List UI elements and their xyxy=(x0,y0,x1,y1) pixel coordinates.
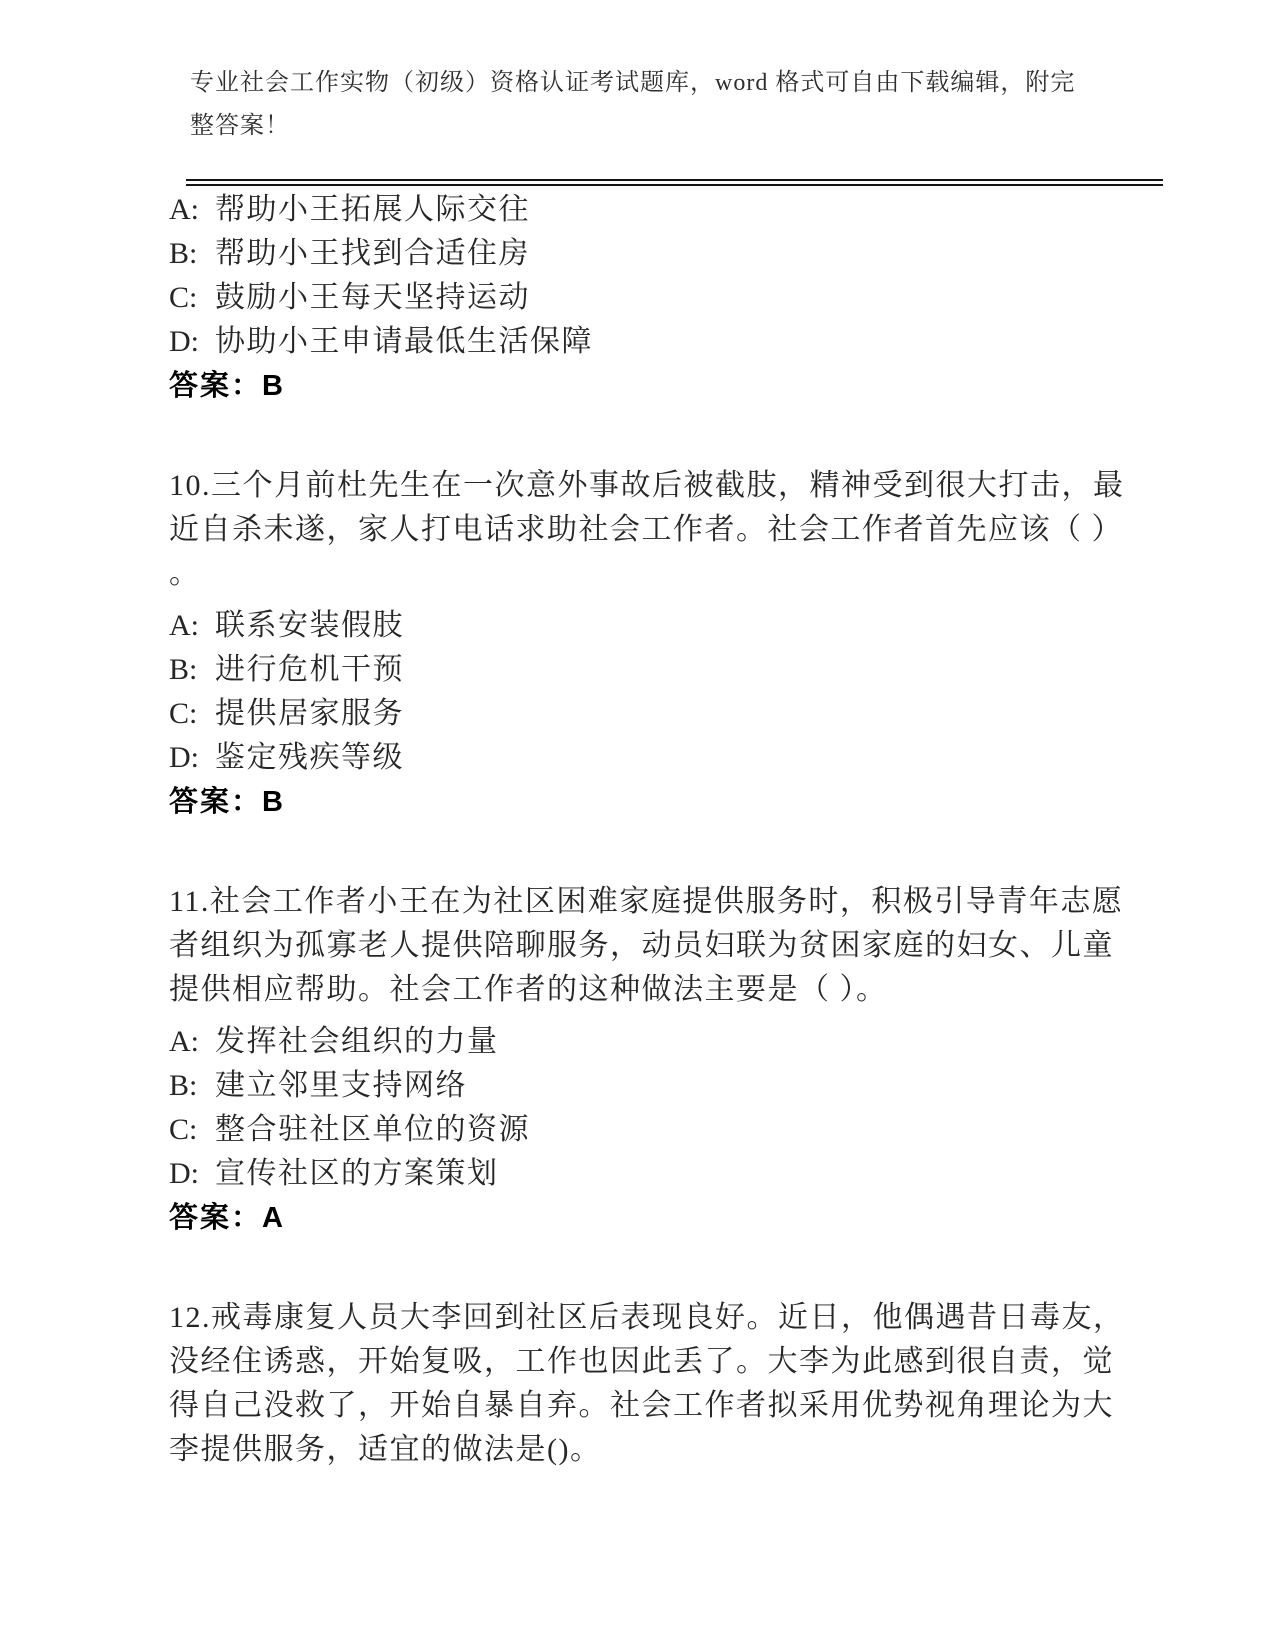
option-label: A: xyxy=(169,193,199,226)
question-stem xyxy=(169,880,1164,1012)
option-text: 宣传社区的方案策划 xyxy=(215,1157,499,1190)
question-stem-line: 10.三个月前杜先生在一次意外事故后被截肢，精神受到很大打击，最 xyxy=(169,469,1125,502)
answer-label: 答案： xyxy=(169,1202,263,1234)
option-row xyxy=(169,188,1164,232)
question-stem-line: 近自杀未遂，家人打电话求助社会工作者。社会工作者首先应该（ ） xyxy=(169,513,1123,546)
answer-line xyxy=(169,1196,1164,1240)
answer-line xyxy=(169,364,1164,408)
option-text: 提供居家服务 xyxy=(215,697,404,730)
question-stem-line: 者组织为孤寡老人提供陪聊服务，动员妇联为贫困家庭的妇女、儿童 xyxy=(169,929,1114,962)
page-header-line-1: 专业社会工作实物（初级）资格认证考试题库，word 格式可自由下载编辑，附完 xyxy=(190,70,1076,96)
question-stem-line: 12.戒毒康复人员大李回到社区后表现良好。近日，他偶遇昔日毒友， xyxy=(169,1301,1125,1334)
option-row xyxy=(169,1020,1164,1064)
answer-line xyxy=(169,780,1164,824)
option-text: 帮助小王拓展人际交往 xyxy=(215,193,530,226)
option-label: D: xyxy=(169,1157,199,1190)
option-group xyxy=(169,188,1164,364)
option-label: B: xyxy=(169,1069,198,1102)
option-label: D: xyxy=(169,325,199,358)
option-row xyxy=(169,1064,1164,1108)
option-label: B: xyxy=(169,653,198,686)
option-label: A: xyxy=(169,609,199,642)
question-block-11 xyxy=(169,880,1164,1240)
document-body xyxy=(169,188,1164,1472)
question-stem-line: 提供相应帮助。社会工作者的这种做法主要是（ ）。 xyxy=(169,973,888,1006)
question-block-10 xyxy=(169,464,1164,824)
option-text: 发挥社会组织的力量 xyxy=(215,1025,499,1058)
answer-label: 答案： xyxy=(169,370,263,402)
option-row xyxy=(169,736,1164,780)
option-group xyxy=(169,1020,1164,1196)
option-group xyxy=(169,604,1164,780)
option-label: B: xyxy=(169,237,198,270)
question-stem-line: 。 xyxy=(169,557,201,590)
option-text: 建立邻里支持网络 xyxy=(215,1069,467,1102)
option-row xyxy=(169,692,1164,736)
option-text: 鉴定残疾等级 xyxy=(215,741,404,774)
option-text: 鼓励小王每天坚持运动 xyxy=(215,281,530,314)
question-block-9 xyxy=(169,188,1164,408)
answer-label: 答案： xyxy=(169,786,263,818)
question-stem xyxy=(169,464,1164,596)
answer-value: A xyxy=(262,1202,285,1234)
option-row xyxy=(169,320,1164,364)
option-label: C: xyxy=(169,281,198,314)
option-text: 协助小王申请最低生活保障 xyxy=(215,325,593,358)
option-label: C: xyxy=(169,1113,198,1146)
page-header xyxy=(190,62,1090,148)
option-row xyxy=(169,232,1164,276)
option-row xyxy=(169,648,1164,692)
option-text: 帮助小王找到合适住房 xyxy=(215,237,530,270)
option-text: 整合驻社区单位的资源 xyxy=(215,1113,530,1146)
option-row xyxy=(169,1152,1164,1196)
option-label: C: xyxy=(169,697,198,730)
option-row xyxy=(169,604,1164,648)
header-divider-rule xyxy=(186,179,1163,186)
option-label: D: xyxy=(169,741,199,774)
question-stem-line: 没经住诱惑，开始复吸，工作也因此丢了。大李为此感到很自责，觉 xyxy=(169,1345,1114,1378)
answer-value: B xyxy=(262,370,285,402)
question-stem-line: 李提供服务，适宜的做法是()。 xyxy=(169,1433,602,1466)
option-label: A: xyxy=(169,1025,199,1058)
option-text: 进行危机干预 xyxy=(215,653,404,686)
question-block-12 xyxy=(169,1296,1164,1472)
page-header-line-2: 整答案！ xyxy=(190,113,290,139)
question-stem-line: 得自己没救了，开始自暴自弃。社会工作者拟采用优势视角理论为大 xyxy=(169,1389,1114,1422)
question-stem xyxy=(169,1296,1164,1472)
option-row xyxy=(169,276,1164,320)
answer-value: B xyxy=(262,786,285,818)
option-row xyxy=(169,1108,1164,1152)
option-text: 联系安装假肢 xyxy=(215,609,404,642)
question-stem-line: 11.社会工作者小王在为社区困难家庭提供服务时，积极引导青年志愿 xyxy=(169,885,1124,918)
